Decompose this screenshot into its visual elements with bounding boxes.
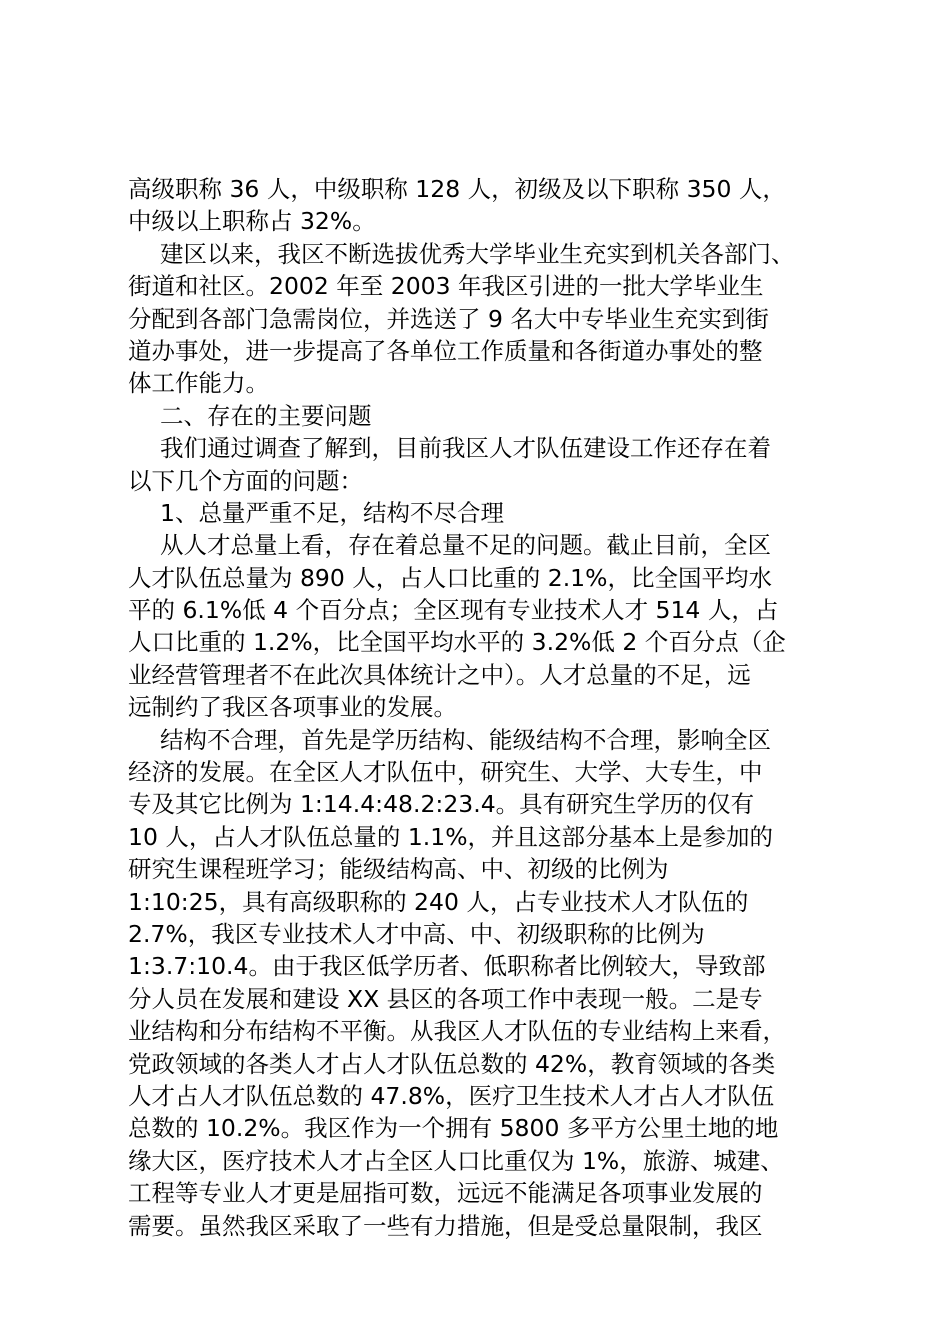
text-line: 1:10:25，具有高级职称的 240 人，占专业技术人才队伍的	[128, 887, 749, 916]
text-line: 业结构和分布结构不平衡。从我区人才队伍的专业结构上来看，	[128, 1017, 786, 1046]
paragraph-first-line: 1、总量严重不足，结构不尽合理	[160, 498, 504, 527]
document-body	[128, 173, 828, 1242]
text-line: 工程等专业人才更是屈指可数，远远不能满足各项事业发展的	[128, 1179, 763, 1208]
text-line: 专及其它比例为 1:14.4:48.2:23.4。具有研究生学历的仅有	[128, 790, 755, 819]
text-line: 中级以上职称占 32%。	[128, 207, 376, 236]
text-line: 分人员在发展和建设 XX 县区的各项工作中表现一般。二是专	[128, 984, 763, 1013]
text-line: 人才占人才队伍总数的 47.8%，医疗卫生技术人才占人才队伍	[128, 1081, 775, 1110]
text-line: 需要。虽然我区采取了一些有力措施，但是受总量限制，我区	[128, 1211, 763, 1240]
text-line: 党政领域的各类人才占人才队伍总数的 42%，教育领域的各类	[128, 1049, 776, 1078]
text-line: 缘大区，医疗技术人才占全区人口比重仅为 1%，旅游、城建、	[128, 1146, 784, 1175]
paragraph-first-line: 从人才总量上看，存在着总量不足的问题。截止目前，全区	[160, 531, 771, 560]
paragraph-first-line: 建区以来，我区不断选拔优秀大学毕业生充实到机关各部门、	[160, 239, 795, 268]
text-line: 以下几个方面的问题：	[128, 466, 363, 495]
text-line: 经济的发展。在全区人才队伍中，研究生、大学、大专生，中	[128, 758, 763, 787]
text-line: 研究生课程班学习；能级结构高、中、初级的比例为	[128, 855, 669, 884]
text-line: 1:3.7:10.4。由于我区低学历者、低职称者比例较大，导致部	[128, 952, 766, 981]
text-line: 业经营管理者不在此次具体统计之中）。人才总量的不足，远	[128, 660, 751, 689]
text-line: 人才队伍总量为 890 人，占人口比重的 2.1%，比全国平均水	[128, 563, 772, 592]
text-line: 人口比重的 1.2%，比全国平均水平的 3.2%低 2 个百分点（企	[128, 628, 786, 657]
text-line: 远制约了我区各项事业的发展。	[128, 693, 457, 722]
text-line: 高级职称 36 人，中级职称 128 人，初级及以下职称 350 人，	[128, 175, 786, 203]
text-line: 平的 6.1%低 4 个百分点；全区现有专业技术人才 514 人，占	[128, 596, 779, 625]
text-line: 道办事处，进一步提高了各单位工作质量和各街道办事处的整	[128, 336, 763, 365]
text-line: 10 人，占人才队伍总量的 1.1%，并且这部分基本上是参加的	[128, 822, 774, 851]
text-line: 体工作能力。	[128, 369, 269, 398]
text-line: 分配到各部门急需岗位，并选送了 9 名大中专毕业生充实到街	[128, 304, 769, 333]
paragraph-first-line: 二、存在的主要问题	[160, 401, 372, 430]
paragraph-first-line: 结构不合理，首先是学历结构、能级结构不合理，影响全区	[160, 725, 771, 754]
text-line: 街道和社区。2002 年至 2003 年我区引进的一批大学毕业生	[128, 272, 764, 301]
paragraph-first-line: 我们通过调查了解到，目前我区人才队伍建设工作还存在着	[160, 434, 771, 463]
text-line: 总数的 10.2%。我区作为一个拥有 5800 多平方公里土地的地	[128, 1114, 779, 1143]
text-line: 2.7%，我区专业技术人才中高、中、初级职称的比例为	[128, 919, 705, 948]
